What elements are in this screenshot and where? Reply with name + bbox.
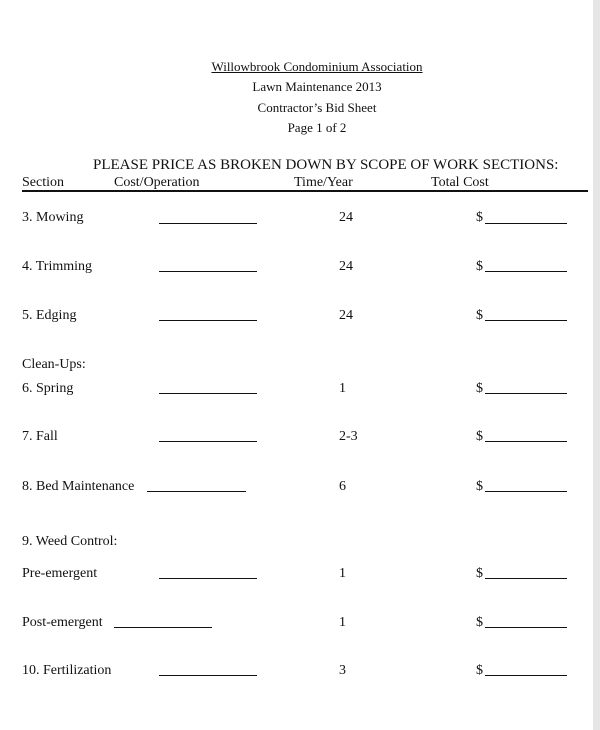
time-post-emergent: 1 xyxy=(339,615,346,630)
column-header-time: Time/Year xyxy=(294,175,353,190)
total-blank-post-emergent[interactable] xyxy=(485,627,567,628)
dollar-sign: $ xyxy=(476,479,483,494)
dollar-sign: $ xyxy=(476,308,483,323)
cost-blank-spring[interactable] xyxy=(159,393,257,394)
dollar-sign: $ xyxy=(476,429,483,444)
document-title: Lawn Maintenance 2013 xyxy=(252,79,382,94)
time-trimming: 24 xyxy=(339,259,353,274)
row-label-bed-maintenance: 8. Bed Maintenance xyxy=(22,479,135,494)
total-blank-mowing[interactable] xyxy=(485,223,567,224)
cost-blank-fertilization[interactable] xyxy=(159,675,257,676)
cost-blank-trimming[interactable] xyxy=(159,271,257,272)
document-subtitle: Contractor’s Bid Sheet xyxy=(257,100,377,115)
total-blank-trimming[interactable] xyxy=(485,271,567,272)
total-blank-pre-emergent[interactable] xyxy=(485,578,567,579)
page-number: Page 1 of 2 xyxy=(287,120,347,135)
time-mowing: 24 xyxy=(339,210,353,225)
cost-blank-pre-emergent[interactable] xyxy=(159,578,257,579)
total-blank-fertilization[interactable] xyxy=(485,675,567,676)
time-bed-maintenance: 6 xyxy=(339,479,346,494)
cost-blank-mowing[interactable] xyxy=(159,223,257,224)
pricing-instruction: PLEASE PRICE AS BROKEN DOWN BY SCOPE OF WORK SECTIONS: xyxy=(93,157,559,173)
time-fertilization: 3 xyxy=(339,663,346,678)
row-label-mowing: 3. Mowing xyxy=(22,210,84,225)
dollar-sign: $ xyxy=(476,210,483,225)
cost-blank-bed-maintenance[interactable] xyxy=(147,491,246,492)
column-header-cost: Cost/Operation xyxy=(114,175,200,190)
association-name: Willowbrook Condominium Association xyxy=(211,59,423,74)
total-blank-fall[interactable] xyxy=(485,441,567,442)
time-fall: 2-3 xyxy=(339,429,358,444)
cost-blank-post-emergent[interactable] xyxy=(114,627,212,628)
dollar-sign: $ xyxy=(476,663,483,678)
time-edging: 24 xyxy=(339,308,353,323)
row-label-post-emergent: Post-emergent xyxy=(22,615,103,630)
total-blank-edging[interactable] xyxy=(485,320,567,321)
dollar-sign: $ xyxy=(476,615,483,630)
row-label-fall: 7. Fall xyxy=(22,429,58,444)
time-spring: 1 xyxy=(339,381,346,396)
cost-blank-edging[interactable] xyxy=(159,320,257,321)
column-header-total: Total Cost xyxy=(431,175,489,190)
row-label-trimming: 4. Trimming xyxy=(22,259,93,274)
row-label-fertilization: 10. Fertilization xyxy=(22,663,112,678)
column-header-section: Section xyxy=(22,175,64,190)
dollar-sign: $ xyxy=(476,381,483,396)
group-heading-weed-control: 9. Weed Control: xyxy=(22,534,118,549)
total-blank-bed-maintenance[interactable] xyxy=(485,491,567,492)
dollar-sign: $ xyxy=(476,566,483,581)
cost-blank-fall[interactable] xyxy=(159,441,257,442)
group-heading-clean-ups: Clean-Ups: xyxy=(22,357,86,372)
header-rule xyxy=(22,190,588,192)
row-label-edging: 5. Edging xyxy=(22,308,77,323)
dollar-sign: $ xyxy=(476,259,483,274)
total-blank-spring[interactable] xyxy=(485,393,567,394)
row-label-pre-emergent: Pre-emergent xyxy=(22,566,98,581)
time-pre-emergent: 1 xyxy=(339,566,346,581)
row-label-spring: 6. Spring xyxy=(22,381,74,396)
